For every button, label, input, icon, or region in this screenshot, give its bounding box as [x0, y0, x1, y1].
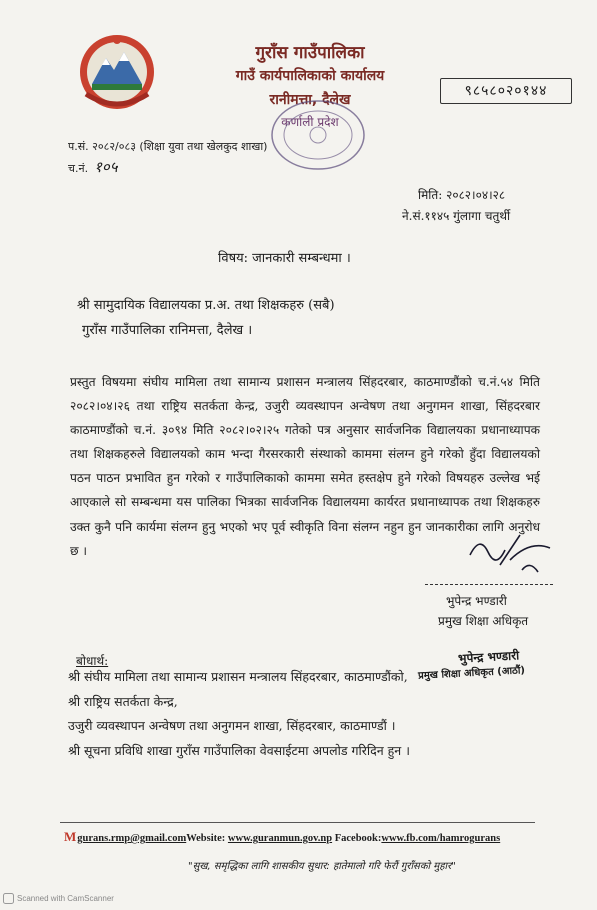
municipality-name: गुराँस गाउँपालिका [255, 43, 365, 63]
addressee-line-1: श्री सामुदायिक विद्यालयका प्र.अ. तथा शिक्षकहरु (सबै) [77, 298, 335, 313]
footer-contact [64, 829, 500, 845]
footer-motto: "सुख, समृद्धिका लागि शासकीय सुधार: हातेमालो गरि फेरौं गुराँसको मुहार" [188, 861, 456, 872]
letter-date: मिति: २०८२।०४।२८ [418, 188, 506, 202]
camscanner-icon [3, 893, 14, 904]
footer-facebook[interactable]: www.fb.com/hamrogurans [381, 833, 501, 844]
letter-subject: विषय: जानकारी सम्बन्धमा । [218, 251, 351, 266]
gmail-icon: M [64, 829, 77, 844]
registration-number: ९८५८०२०१४४ [440, 78, 572, 104]
signatory-title: प्रमुख शिक्षा अधिकृत [438, 614, 529, 628]
footer-email[interactable]: gurans.rmp@gmail.com [77, 833, 187, 844]
nepal-emblem-icon [78, 32, 156, 112]
website-label: Website: [186, 833, 226, 844]
office-name: गाउँ कार्यपालिकाको कार्यालय [235, 68, 385, 84]
footer-website[interactable]: www.guranmun.gov.np [227, 833, 333, 844]
addressee-line-2: गुराँस गाउँपालिका रानिमत्ता, दैलेख । [82, 323, 253, 338]
footer-divider [60, 822, 535, 823]
cc-item: श्री राष्ट्रिय सतर्कता केन्द्र, [68, 694, 178, 709]
cc-item: श्री सूचना प्रविधि शाखा गुराँस गाउँपालिका वेवसाईटमा अपलोड गरिदिन हुन । [68, 743, 410, 758]
office-location: रानीमत्ता, दैलेख [269, 92, 351, 108]
signature-icon [460, 530, 560, 580]
signatory-stamp-title: प्रमुख शिक्षा अधिकृत (आठौं) [417, 665, 526, 682]
scanner-watermark: Scanned with CamScanner [17, 894, 114, 903]
nepal-sambat-date: ने.सं.११४५ गुंलागा चतुर्थी [402, 209, 511, 223]
office-stamp-icon [268, 95, 368, 175]
dispatch-number-value: १०५ [94, 158, 118, 176]
province-name: कर्णाली प्रदेश [281, 115, 339, 129]
dispatch-number-label: च.नं. [68, 162, 89, 175]
reference-number: प.सं. २०८२/०८३ (शिक्षा युवा तथा खेलकुद शाखा) [68, 140, 268, 153]
signature-line [425, 584, 553, 585]
cc-item: श्री संघीय मामिला तथा सामान्य प्रशासन मन्त्रालय सिंहदरबार, काठमाण्डौंको, [68, 669, 408, 684]
signatory-stamp-name: भुपेन्द्र भण्डारी [457, 648, 520, 666]
signatory-name: भुपेन्द्र भण्डारी [446, 594, 507, 608]
cc-heading: बोधार्थ: [76, 654, 109, 668]
facebook-label: Facebook: [334, 833, 382, 844]
cc-item: उजुरी व्यवस्थापन अन्वेषण तथा अनुगमन शाखा, सिंहदरबार, काठमाण्डौं । [68, 718, 396, 733]
dispatch-number [68, 157, 118, 177]
letter-body: प्रस्तुत विषयमा संघीय मामिला तथा सामान्य प्रशासन मन्त्रालय सिंहदरबार, काठमाण्डौंको च.नं.५४ मिति २०८२।०४।२६ तथा राष्ट्रिय सतर्कता केन्द्र, उजुरी व्यवस्थापन अन्वेषण तथा अनुगमन शाखा, सिंहदरबार काठमाण्डौंको च.नं. ३०९४ मिति २०८२।०२।२५ गतेको पत्र अनुसार सार्वजनिक विद्यालयका प्रधानाध्यापक तथा शिक्षकहरुले विद्यालयको काम भन्दा गैरसरकारी संस्थाको काममा संलग्न हुने गरेको हुँदा विद्यालयको पठन पाठन प्रभावित हुन गरेको र गाउँपालिकाको काममा समेत हस्तक्षेप हुने गरेको विषयहरु उल्लेख भई आएकाले सो सम्बन्धमा यस पालिका भित्रका सार्वजनिक विद्यालयमा कार्यरत प्रधानाध्यापक तथा शिक्षकहरु उक्त कुनै पनि कार्यमा संलग्न हुनु भएको भए पूर्व स्वीकृति विना संलग्न नहुन हुन जानकारीका लागि अनुरोध छ । [70, 375, 540, 558]
